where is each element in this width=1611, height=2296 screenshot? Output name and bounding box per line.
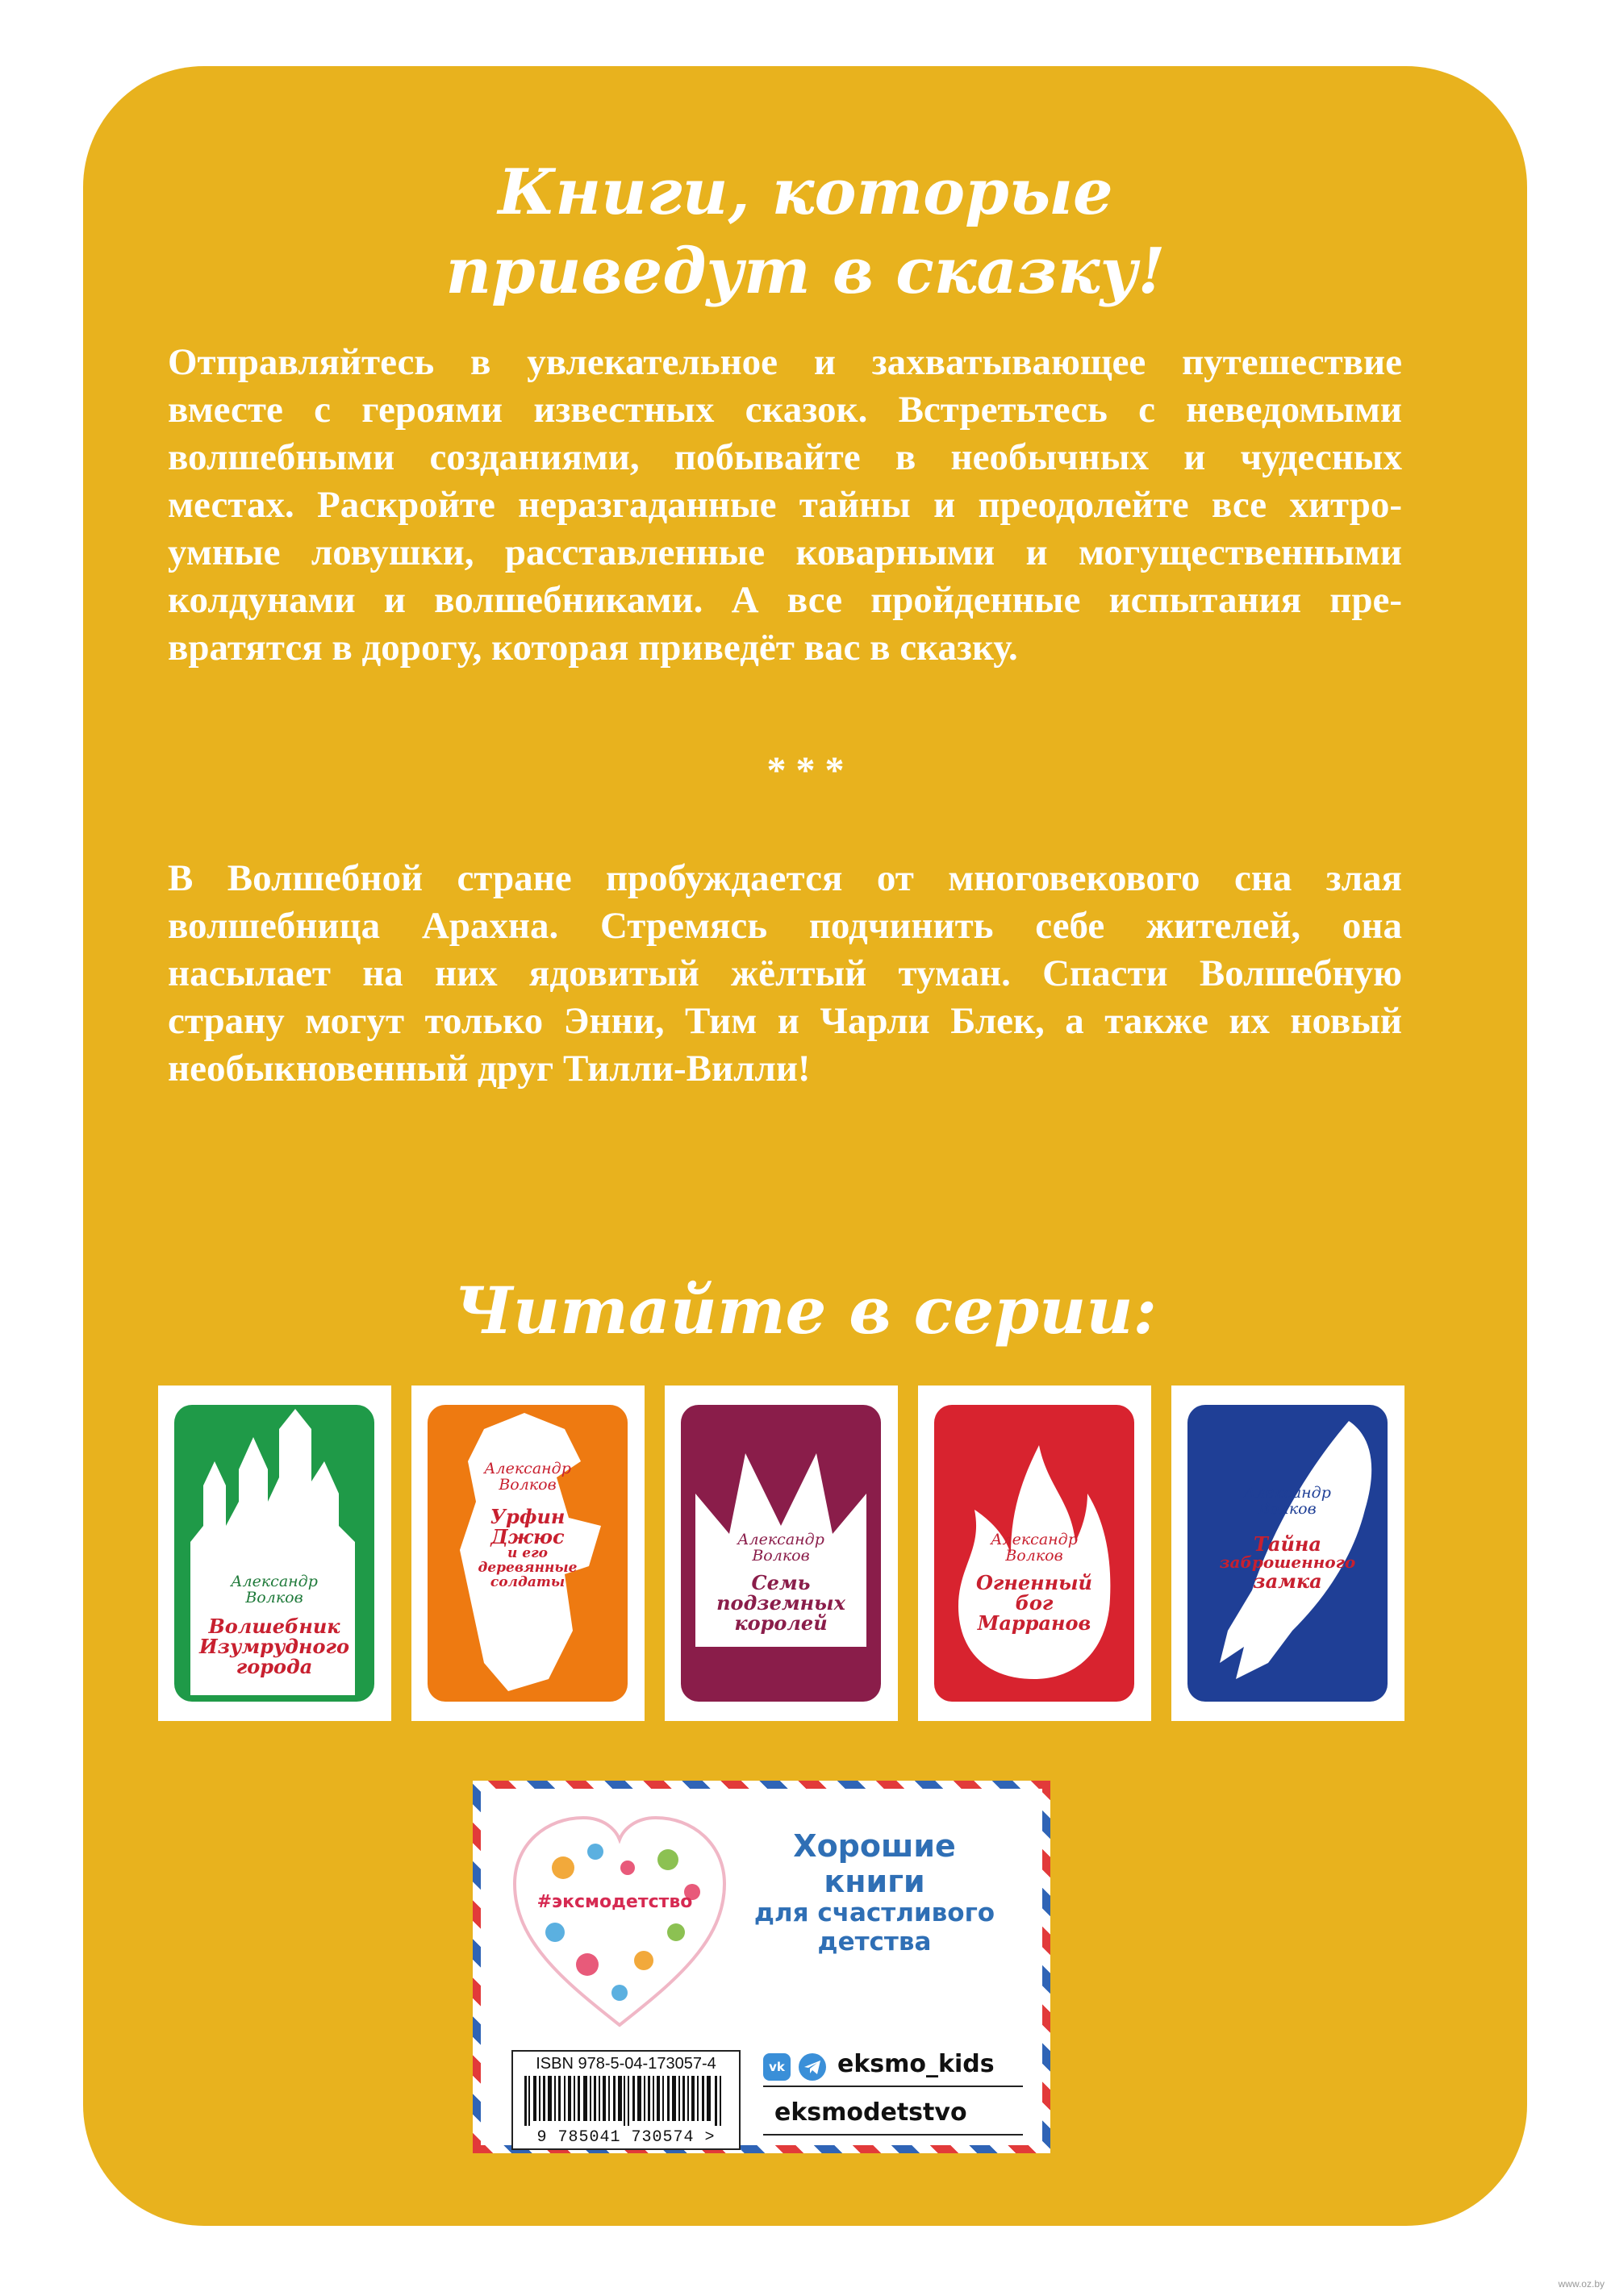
- book-title: города: [236, 1655, 313, 1679]
- intro-line: волшебными созданиями, побывайте в необычных и чудесных: [168, 436, 1402, 478]
- book-author: Волков: [245, 1588, 303, 1606]
- book-title: замка: [1253, 1569, 1322, 1594]
- watermark: www.oz.by: [1558, 2278, 1605, 2290]
- isbn-barcode: [511, 2050, 741, 2150]
- book-title: бог: [1015, 1591, 1054, 1615]
- story-line: страну могут только Энни, Тим и Чарли Блек, а также их новый: [168, 1000, 1402, 1042]
- heart-label: #эксмодетство: [536, 1892, 693, 1912]
- book-title: подземных: [716, 1591, 845, 1615]
- book-author: Волков: [1258, 1499, 1317, 1518]
- social-row-kids[interactable]: [763, 2048, 1023, 2087]
- social-handle[interactable]: eksmo_kids: [837, 2050, 995, 2078]
- story-line: В Волшебной стране пробуждается от многовекового сна злая: [168, 857, 1402, 899]
- vk-icon[interactable]: vk: [763, 2053, 791, 2081]
- publisher-card: [473, 1781, 1050, 2153]
- headline-line-1: Книги, которые: [498, 156, 1113, 229]
- book-title: Семь: [751, 1571, 811, 1594]
- card-body: [481, 1789, 1042, 2145]
- isbn-label: ISBN 978-5-04-173057-4: [536, 2055, 716, 2073]
- headline: [0, 153, 1611, 310]
- story-line: необыкновенный друг Тилли-Вилли!: [168, 1048, 811, 1090]
- headline-line-2: приведут в сказку!: [445, 234, 1166, 308]
- book-title: Изумрудного: [199, 1635, 349, 1659]
- book-title: солдаты: [490, 1574, 566, 1591]
- slogan-line: для счастливого: [753, 1898, 995, 1928]
- intro-line: колдунами и волшебниками. А все пройденные испытания пре-: [168, 579, 1402, 621]
- barcode-icon: [521, 2076, 731, 2126]
- intro-line: умные ловушки, расставленные коварными и могущественными: [168, 531, 1402, 573]
- book-author: Волков: [499, 1475, 557, 1494]
- book-author: Волков: [1005, 1546, 1063, 1565]
- telegram-icon[interactable]: [799, 2053, 826, 2081]
- series-heading: Читайте в серии:: [453, 1273, 1158, 1348]
- story-line: волшебница Арахна. Стремясь подчинить себе жителей, она: [168, 905, 1402, 947]
- intro-line: вместе с героями известных сказок. Встретьтесь с неведомыми: [168, 389, 1402, 431]
- book-author: Александр: [1244, 1484, 1331, 1502]
- book-title: Тайна: [1254, 1532, 1321, 1556]
- book-title: деревянные: [478, 1560, 578, 1577]
- book-cover-3[interactable]: [665, 1386, 898, 1721]
- book-author: Волков: [752, 1546, 810, 1565]
- intro-line: Отправляйтесь в увлекательное и захватывающее путешествие: [168, 341, 1402, 383]
- book-title: Волшебник: [208, 1615, 340, 1638]
- story-paragraph: [168, 855, 1402, 1093]
- publisher-slogan: [737, 1829, 1012, 1957]
- site-handle[interactable]: eksmodetstvo: [774, 2098, 967, 2127]
- book-cover-1[interactable]: [158, 1386, 391, 1721]
- book-title: Огненный: [975, 1571, 1093, 1594]
- separator: * * *: [766, 749, 845, 792]
- social-row-detstvo[interactable]: [763, 2097, 1023, 2136]
- slogan-line: книги: [824, 1863, 925, 1899]
- book-title: Марранов: [977, 1611, 1091, 1636]
- paper-plane-icon: [799, 2053, 826, 2081]
- book-title: Джюс: [490, 1525, 565, 1549]
- book-title: заброшенного: [1219, 1552, 1356, 1573]
- book-cover-5[interactable]: [1171, 1386, 1404, 1721]
- book-author: Александр: [991, 1531, 1078, 1548]
- isbn-digits: 9 785041 730574 >: [536, 2128, 716, 2147]
- book-author: Александр: [484, 1460, 571, 1477]
- book-cover-2[interactable]: [411, 1386, 645, 1721]
- book-author: Александр: [737, 1531, 824, 1548]
- slogan-line: детства: [817, 1927, 932, 1957]
- slogan-line: Хорошие: [793, 1828, 956, 1864]
- story-line: насылает на них ядовитый жёлтый туман. Спасти Волшебную: [168, 952, 1402, 994]
- book-series-row: [158, 1386, 1404, 1723]
- heart-icon: [507, 1811, 732, 2037]
- book-title: Урфин: [490, 1505, 566, 1528]
- intro-line: местах. Раскройте неразгаданные тайны и преодолейте все хитро-: [168, 484, 1402, 526]
- book-author: Александр: [231, 1573, 318, 1590]
- intro-paragraph: [168, 339, 1402, 672]
- book-cover-4[interactable]: [918, 1386, 1151, 1721]
- intro-line: вратятся в дорогу, которая приведёт вас в сказку.: [168, 627, 1018, 669]
- book-title: королей: [734, 1611, 828, 1636]
- book-title: и его: [507, 1545, 548, 1562]
